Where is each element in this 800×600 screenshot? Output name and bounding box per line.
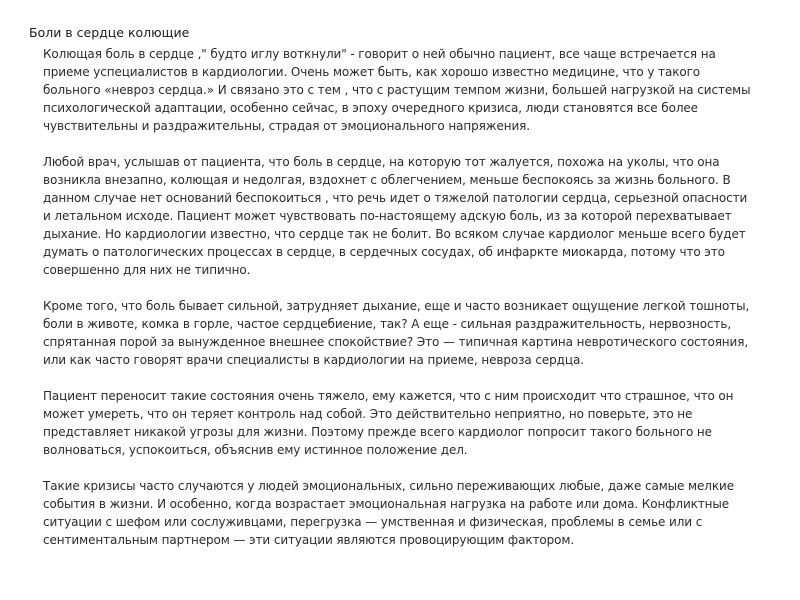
paragraph-1 xyxy=(43,45,783,135)
text-line: или как часто говорят врачи специалисты в кардиологии на приеме, невроза сердца. xyxy=(43,353,584,367)
text-line: сентиментальным партнером — эти ситуации являются провоцирующим фактором. xyxy=(43,533,575,547)
text-line: совершенно для них не типично. xyxy=(43,263,251,277)
paragraph-3 xyxy=(43,297,783,369)
text-line: Любой врач, услышав от пациента, что боль в сердце, на которую тот жалуется, похожа на уколы, что она xyxy=(43,155,720,169)
text-line: и летальном исходе. Пациент может чувствовать по-настоящему адскую боль, из за которой перехватывает xyxy=(43,209,732,223)
text-line: волноваться, успокоиться, объяснив ему истинное положение дел. xyxy=(43,443,468,457)
text-line: приеме успециалистов в кардиологии. Очень может быть, как хорошо известно медицине, что у такого xyxy=(43,65,701,79)
paragraph-4 xyxy=(43,387,783,459)
text-line: Пациент переносит такие состояния очень тяжело, ему кажется, что с ним происходит что страшное, что он xyxy=(43,389,734,403)
text-line: Такие кризисы часто случаются у людей эмоциональных, сильно переживающих любые, даже самые мелкие xyxy=(43,479,734,493)
document-body xyxy=(43,45,783,567)
text-line: спрятанная порой за вынужденное внешнее спокойствие? Это — типичная картина невротического состояния, xyxy=(43,335,749,349)
text-line: Кроме того, что боль бывает сильной, затрудняет дыхание, еще и часто возникает ощущение легкой тошноты, xyxy=(43,299,750,313)
text-line: чувствительны и раздражительны, страдая от эмоционального напряжения. xyxy=(43,119,530,133)
text-line: может умереть, что он теряет контроль над собой. Это действительно неприятно, но поверьте, это не xyxy=(43,407,693,421)
text-line: представляет никакой угрозы для жизни. Поэтому прежде всего кардиолог попросит такого больного не xyxy=(43,425,712,439)
text-line: боли в животе, комка в горле, частое сердцебиение, так? А еще - сильная раздражительность, нервозность, xyxy=(43,317,732,331)
text-line: Колющая боль в сердце ," будто иглу воткнули" - говорит о ней обычно пациент, все чаще встречается на xyxy=(43,47,716,61)
text-line: ситуации с шефом или сослуживцами, перегрузка — умственная и физическая, проблемы в семье или с xyxy=(43,515,703,529)
text-line: события в жизни. И особенно, когда возрастает эмоциональная нагрузка на работе или дома. Конфликтные xyxy=(43,497,730,511)
paragraph-2 xyxy=(43,153,783,279)
text-line: психологической адаптации, особенно сейчас, в эпоху очередного кризиса, люди становятся все более xyxy=(43,101,698,115)
text-line: дыхание. Но кардиологии известно, что сердце так не болит. Во всяком случае кардиолог меньше всего будет xyxy=(43,227,746,241)
text-line: возникла внезапно, колющая и недолгая, вздохнет с облегчением, меньше беспокоясь за жизнь больного. В xyxy=(43,173,731,187)
text-line: думать о патологических процессах в сердце, в сердечных сосудах, об инфаркте миокарда, потому что это xyxy=(43,245,725,259)
text-line: данном случае нет оснований беспокоиться , что речь идет о тяжелой патологии сердца, серьезной опасности xyxy=(43,191,748,205)
document-title: Боли в сердце колющие xyxy=(29,25,190,40)
paragraph-5 xyxy=(43,477,783,549)
text-line: больного «невроз сердца.» И связано это с тем , что с растущим темпом жизни, большей нагрузкой на системы xyxy=(43,83,751,97)
